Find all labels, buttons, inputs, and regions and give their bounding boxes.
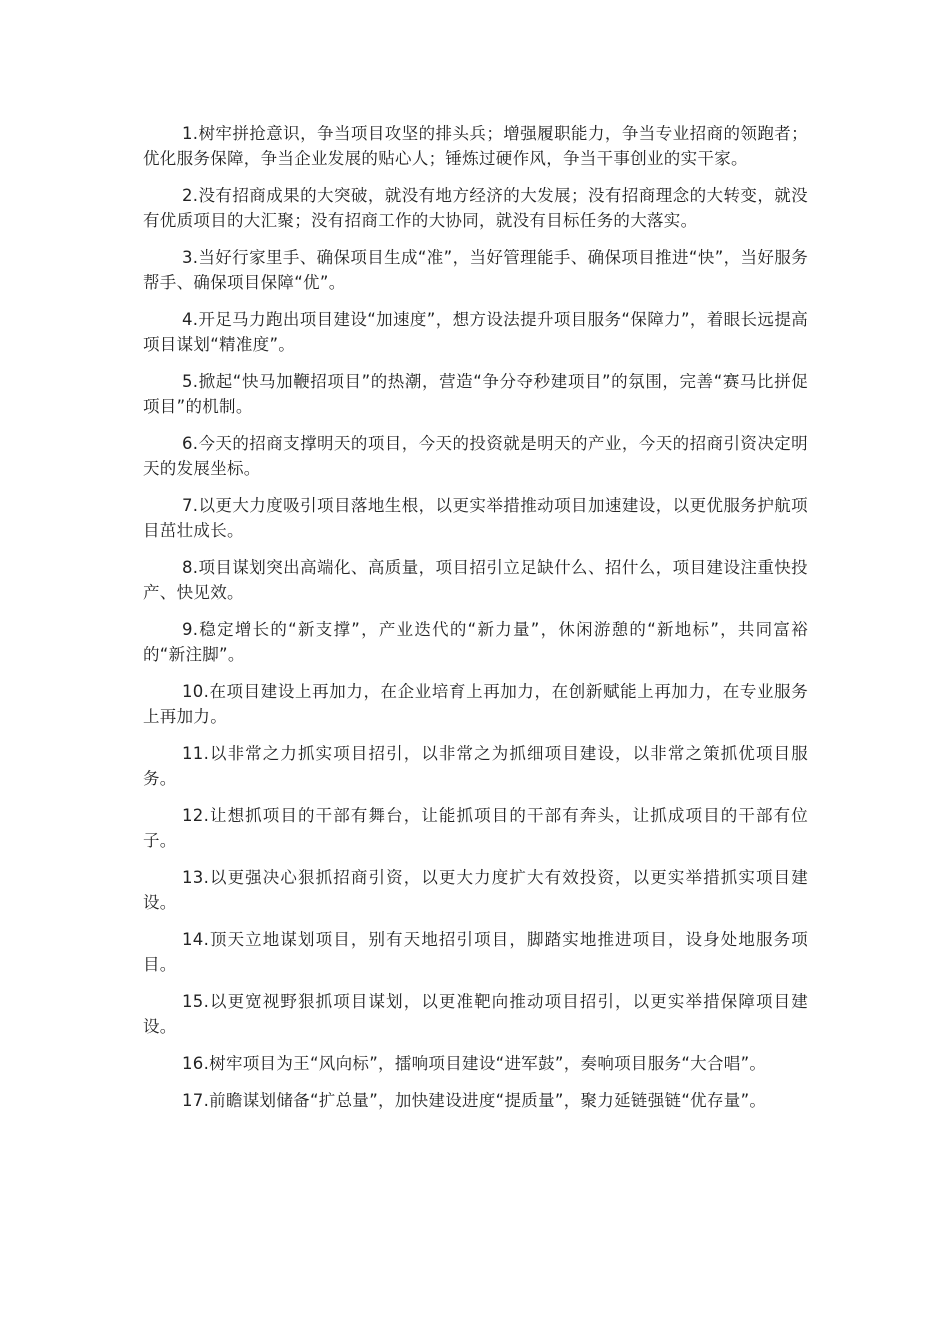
paragraph-14: 14.顶天立地谋划项目，别有天地招引项目，脚踏实地推进项目，设身处地服务项目。	[143, 930, 808, 974]
paragraph-6: 6.今天的招商支撑明天的项目，今天的投资就是明天的产业，今天的招商引资决定明天的发展坐标。	[143, 434, 808, 478]
paragraph-5: 5.掀起“快马加鞭招项目”的热潮，营造“争分夺秒建项目”的氛围，完善“赛马比拼促项目”的机制。	[143, 372, 808, 416]
paragraph-2: 2.没有招商成果的大突破，就没有地方经济的大发展；没有招商理念的大转变，就没有优质项目的大汇聚；没有招商工作的大协同，就没有目标任务的大落实。	[143, 186, 808, 230]
paragraph-13: 13.以更强决心狠抓招商引资，以更大力度扩大有效投资，以更实举措抓实项目建设。	[143, 868, 808, 912]
paragraph-7: 7.以更大力度吸引项目落地生根，以更实举措推动项目加速建设，以更优服务护航项目茁壮成长。	[143, 496, 808, 540]
paragraph-16: 16.树牢项目为王“风向标”，擂响项目建设“进军鼓”，奏响项目服务“大合唱”。	[182, 1054, 767, 1073]
paragraph-15: 15.以更宽视野狠抓项目谋划，以更准靶向推动项目招引，以更实举措保障项目建设。	[143, 992, 808, 1036]
paragraph-9: 9.稳定增长的“新支撑”，产业迭代的“新力量”，休闲游憩的“新地标”，共同富裕的“新注脚”。	[143, 620, 808, 664]
paragraph-4: 4.开足马力跑出项目建设“加速度”，想方设法提升项目服务“保障力”，着眼长远提高项目谋划“精准度”。	[143, 310, 808, 354]
paragraph-8: 8.项目谋划突出高端化、高质量，项目招引立足缺什么、招什么，项目建设注重快投产、快见效。	[143, 558, 808, 602]
paragraph-17: 17.前瞻谋划储备“扩总量”，加快建设进度“提质量”，聚力延链强链“优存量”。	[182, 1091, 767, 1110]
document-body	[143, 121, 808, 1125]
paragraph-3: 3.当好行家里手、确保项目生成“准”，当好管理能手、确保项目推进“快”，当好服务帮手、确保项目保障“优”。	[143, 248, 808, 292]
paragraph-11: 11.以非常之力抓实项目招引，以非常之为抓细项目建设，以非常之策抓优项目服务。	[143, 744, 808, 788]
paragraph-10: 10.在项目建设上再加力，在企业培育上再加力，在创新赋能上再加力，在专业服务上再加力。	[143, 682, 808, 726]
paragraph-1: 1.树牢拼抢意识，争当项目攻坚的排头兵；增强履职能力，争当专业招商的领跑者；优化服务保障，争当企业发展的贴心人；锤炼过硬作风，争当干事创业的实干家。	[143, 124, 808, 168]
paragraph-12: 12.让想抓项目的干部有舞台，让能抓项目的干部有奔头，让抓成项目的干部有位子。	[143, 806, 808, 850]
